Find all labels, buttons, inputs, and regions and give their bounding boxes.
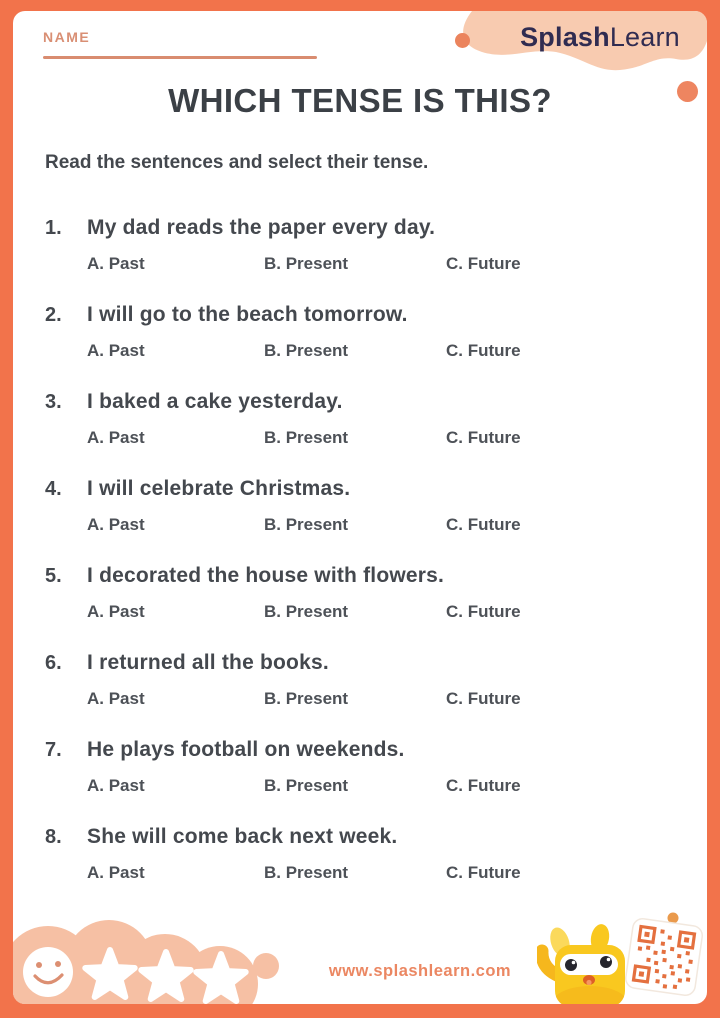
question-text: He plays football on weekends.	[87, 738, 405, 761]
option-a-past[interactable]: A. Past	[87, 341, 145, 360]
option-a-past[interactable]: A. Past	[87, 689, 145, 708]
option-c-future[interactable]: C. Future	[446, 602, 521, 621]
option-c-future[interactable]: C. Future	[446, 776, 521, 795]
name-write-line	[43, 56, 317, 59]
question-number: 4.	[45, 478, 62, 500]
question-number: 3.	[45, 391, 62, 413]
splashlearn-logo	[515, 22, 685, 53]
option-c-future[interactable]: C. Future	[446, 341, 521, 360]
question-text: I will go to the beach tomorrow.	[87, 303, 408, 326]
question-number: 8.	[45, 826, 62, 848]
option-c-future[interactable]: C. Future	[446, 863, 521, 882]
footer-cloud-decoration	[13, 904, 305, 1004]
question-text: I returned all the books.	[87, 651, 329, 674]
option-a-past[interactable]: A. Past	[87, 776, 145, 795]
option-b-present[interactable]: B. Present	[264, 689, 349, 708]
name-label: NAME	[43, 29, 91, 45]
question-number: 2.	[45, 304, 62, 326]
question-number: 6.	[45, 652, 62, 674]
question-text: I decorated the house with flowers.	[87, 564, 445, 587]
question-item-7	[45, 737, 675, 797]
option-a-past[interactable]: A. Past	[87, 254, 145, 273]
option-b-present[interactable]: B. Present	[264, 602, 349, 621]
question-item-2	[45, 302, 675, 362]
website-url-link[interactable]: www.splashlearn.com	[328, 962, 512, 980]
question-number: 1.	[45, 217, 62, 239]
question-item-6	[45, 650, 675, 710]
accent-dot-icon	[455, 33, 470, 48]
option-b-present[interactable]: B. Present	[264, 776, 349, 795]
option-a-past[interactable]: A. Past	[87, 602, 145, 621]
smiley-face-icon	[23, 947, 73, 997]
yellow-monster-mascot-icon	[537, 904, 707, 1004]
option-b-present[interactable]: B. Present	[264, 863, 349, 882]
instruction-text: Read the sentences and select their tense.	[45, 152, 429, 173]
question-item-3	[45, 389, 675, 449]
question-item-5	[45, 563, 675, 623]
option-a-past[interactable]: A. Past	[87, 428, 145, 447]
option-b-present[interactable]: B. Present	[264, 428, 349, 447]
option-c-future[interactable]: C. Future	[446, 515, 521, 534]
question-item-8	[45, 824, 675, 884]
option-c-future[interactable]: C. Future	[446, 689, 521, 708]
question-item-1	[45, 215, 675, 275]
question-text: I baked a cake yesterday.	[87, 390, 343, 413]
option-c-future[interactable]: C. Future	[446, 428, 521, 447]
question-number: 5.	[45, 565, 62, 587]
option-b-present[interactable]: B. Present	[264, 254, 349, 273]
question-item-4	[45, 476, 675, 536]
question-list	[45, 215, 675, 911]
option-a-past[interactable]: A. Past	[87, 515, 145, 534]
option-b-present[interactable]: B. Present	[264, 341, 349, 360]
logo-light-part: Learn	[609, 22, 680, 52]
option-b-present[interactable]: B. Present	[264, 515, 349, 534]
worksheet-sheet	[13, 11, 707, 1004]
option-a-past[interactable]: A. Past	[87, 863, 145, 882]
option-c-future[interactable]: C. Future	[446, 254, 521, 273]
question-text: My dad reads the paper every day.	[87, 216, 436, 239]
qr-code-icon	[624, 917, 703, 996]
question-text: She will come back next week.	[87, 825, 398, 848]
question-text: I will celebrate Christmas.	[87, 477, 351, 500]
question-number: 7.	[45, 739, 62, 761]
page-title: WHICH TENSE IS THIS?	[168, 82, 552, 119]
logo-bold-part: Splash	[520, 22, 610, 52]
